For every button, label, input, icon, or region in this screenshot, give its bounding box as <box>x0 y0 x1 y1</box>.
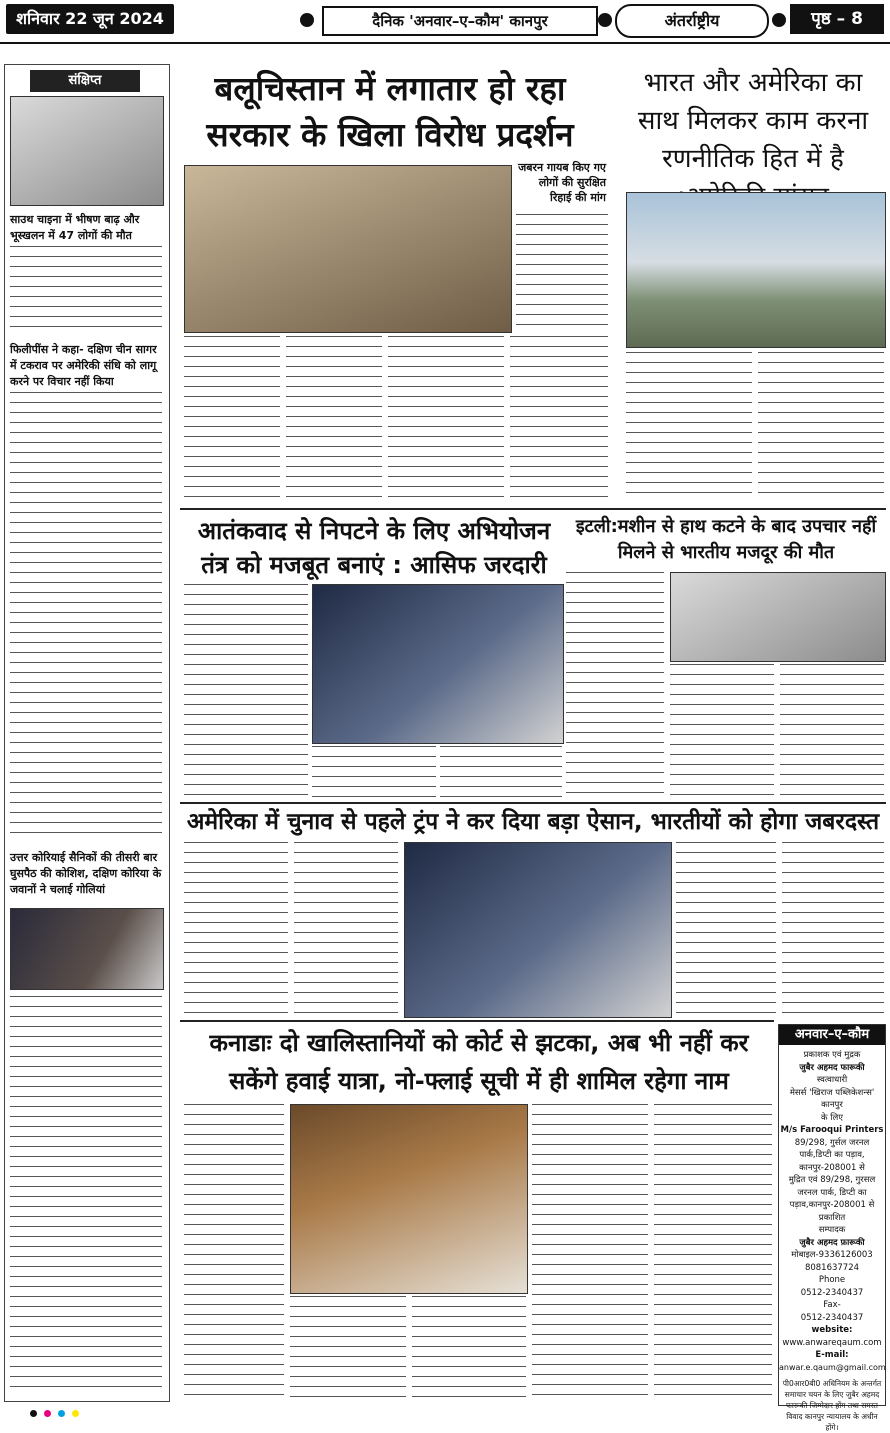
publication-name: दैनिक 'अनवार–ए–कौम' कानपुर <box>322 6 598 36</box>
imprint-line: सम्पादक <box>818 1225 846 1235</box>
imprint-line: मोबाइल-9336126003 <box>791 1250 873 1260</box>
trump-body-d <box>782 842 884 1016</box>
section-name: अंतर्राष्ट्रीय <box>615 4 769 38</box>
sidebar-headline-3: उत्तर कोरियाई सैनिकों की तीसरी बार घुसपैठ की कोशिश, दक्षिण कोरिया के जवानों ने चलाई गोलियां <box>10 851 162 896</box>
imprint-line: कानपुर <box>821 1100 843 1110</box>
imprint-line: जुबैर अहमद फ़ारूकी <box>799 1237 865 1248</box>
imprint-line: प्रकाशक एवं मुद्रक <box>803 1050 861 1060</box>
bullet-icon <box>598 13 612 27</box>
section-divider <box>180 1020 774 1022</box>
yellow-dot-icon <box>72 1410 79 1417</box>
sidebar-headline-1: साउथ चाइना में भीषण बाढ़ और भूस्खलन में 47 लोगों की मौत <box>10 213 140 242</box>
imprint-line: 8081637724 <box>804 1262 860 1273</box>
canada-body-a <box>184 1104 284 1400</box>
italy-headline: इटली:मशीन से हाथ कटने के बाद उपचार नहीं मिलने से भारतीय मजदूर की मौत <box>575 516 877 563</box>
sidebar-body-1 <box>10 246 162 336</box>
italy-body-c <box>780 664 884 798</box>
black-dot-icon <box>30 1410 37 1417</box>
imprint-line: जुबैर अहमद फारूकी <box>799 1062 865 1073</box>
zardari-photo <box>312 584 564 744</box>
imprint-line: 89/298, गुर्सल जरनल पार्क,डिप्टी का पड़ाव, कानपुर-208001 से <box>794 1137 870 1173</box>
italy-body-a <box>566 572 664 798</box>
balochistan-body-d <box>388 336 504 506</box>
registration-marks <box>0 1404 890 1415</box>
imprint-line: E-mail: <box>815 1350 849 1360</box>
imprint-line: Phone <box>818 1275 846 1285</box>
imprint-line: website: <box>811 1325 853 1335</box>
issue-date: शनिवार 22 जून 2024 <box>6 4 174 34</box>
pakistan-body-b <box>312 746 436 798</box>
cyan-dot-icon <box>58 1410 65 1417</box>
imprint-line: मेसर्स 'खिराज पब्लिकेशन्स' <box>789 1087 875 1098</box>
pakistan-body-a <box>184 584 308 798</box>
flood-photo <box>10 96 164 206</box>
bullet-icon <box>300 13 314 27</box>
balochistan-standfirst: जबरन गायब किए गए लोगों की सुरक्षित रिहाई की मांग <box>518 161 606 204</box>
pakistan-body-c <box>440 746 562 798</box>
imprint-line: 0512-2340437 <box>800 1312 864 1323</box>
imprint-line: Fax- <box>823 1300 841 1310</box>
canada-headline: कनाडाः दो खालिस्तानियों को कोर्ट से झटका, अब भी नहीं कर सकेंगे हवाई यात्रा, नो-फ्लाई सूची में ही शामिल रहेगा नाम <box>209 1029 749 1095</box>
header-rule <box>0 42 890 44</box>
italy-photo <box>670 572 886 662</box>
trump-body-c <box>676 842 776 1016</box>
canada-body-d <box>532 1104 648 1400</box>
imprint-box <box>778 1024 886 1432</box>
protest-photo <box>184 165 512 333</box>
italy-body-b <box>670 664 774 798</box>
canada-body-b <box>290 1296 406 1400</box>
section-divider <box>180 508 886 510</box>
section-divider <box>180 802 886 804</box>
balochistan-body-a <box>516 214 608 332</box>
gavel-photo <box>290 1104 528 1294</box>
sidebar-tag: संक्षिप्त <box>30 70 140 92</box>
imprint-line: www.anwareqaum.com <box>782 1337 882 1348</box>
magenta-dot-icon <box>44 1410 51 1417</box>
imprint-line: M/s Farooqui Printers <box>780 1125 884 1135</box>
balochistan-body-c <box>286 336 382 506</box>
masthead <box>0 0 890 40</box>
imprint-title: अनवार–ए–कौम <box>779 1025 885 1045</box>
imprint-line: मुद्रित एवं 89/298, गुरसल जरनल पार्क, डिप्टी का पड़ाव,कानपुर-208001 से प्रकाशित <box>788 1175 876 1223</box>
imprint-line: 0512-2340437 <box>800 1287 864 1298</box>
trump-headline: अमेरिका में चुनाव से पहले ट्रंप ने कर दिया बड़ा ऐसान, भारतीयों को होगा जबरदस्त <box>186 809 880 835</box>
imprint-line: के लिए <box>821 1112 843 1123</box>
imprint-line: anwar.e.qaum@gmail.com <box>779 1362 886 1372</box>
trump-photo <box>404 842 672 1018</box>
canada-body-e <box>654 1104 772 1400</box>
white-house-photo <box>626 192 886 348</box>
canada-body-c <box>412 1296 526 1400</box>
balochistan-body-b <box>184 336 280 506</box>
balochistan-body-e <box>510 336 608 506</box>
sidebar-headline-2: फिलीपींस ने कहा- दक्षिण चीन सागर में टकराव पर अमेरिकी संधि को लागू करने पर विचार नहीं किया <box>10 343 157 388</box>
us-india-body-a <box>626 352 752 502</box>
page-number: पृष्ठ – 8 <box>790 4 884 34</box>
balochistan-headline: बलूचिस्तान में लगातार हो रहा सरकार के खिला विरोध प्रदर्शन <box>206 69 574 154</box>
sidebar-body-3 <box>10 996 162 1396</box>
north-korea-photo <box>10 908 164 990</box>
trump-body-b <box>294 842 398 1016</box>
pakistan-headline: आतंकवाद से निपटने के लिए अभियोजन तंत्र को मजबूत बनाएं : आसिफ जरदारी <box>197 517 551 579</box>
us-india-body-b <box>758 352 884 502</box>
imprint-line: पी0आर0बी0 अधिनियम के अन्तर्गत समाचार चयन के लिए जुबैर अहमद फारूकी जिम्मेदार होंग तथा समस्त विवाद कानपुर न्यायालय के अधीन होंगे। <box>782 1379 882 1432</box>
us-india-headline: भारत और अमेरिका का साथ मिलकर काम करना रणनीतिक हित में है <box>637 68 869 174</box>
sidebar-body-2 <box>10 392 162 842</box>
imprint-line: स्वत्वाधारी <box>816 1075 848 1085</box>
trump-body-a <box>184 842 288 1016</box>
bullet-icon <box>772 13 786 27</box>
